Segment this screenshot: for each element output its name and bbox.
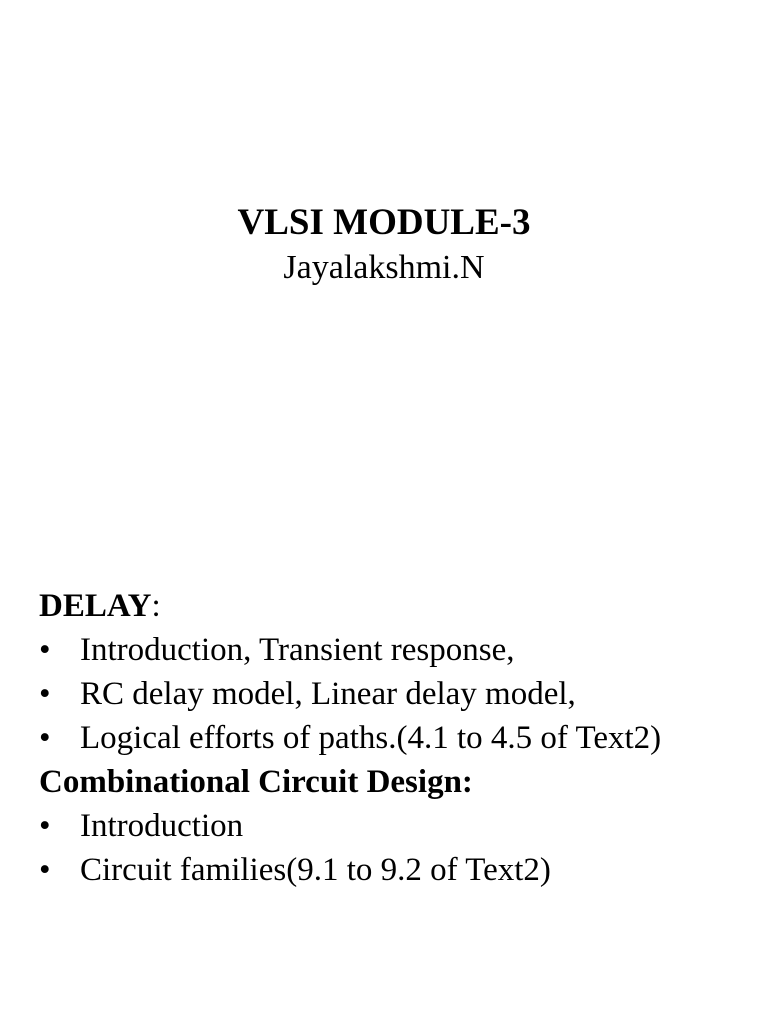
bullet-icon: •	[39, 632, 51, 668]
author-name: Jayalakshmi.N	[283, 249, 485, 286]
slide-title: VLSI MODULE-3	[237, 202, 531, 243]
section-delay	[39, 584, 759, 760]
section-heading	[39, 584, 759, 628]
slide-content	[39, 584, 759, 892]
section-heading	[39, 760, 759, 804]
bullet-text: Introduction	[80, 808, 244, 844]
section-heading-text: DELAY	[39, 588, 152, 624]
bullet-item	[39, 848, 759, 892]
section-heading-text: Combinational Circuit Design:	[39, 764, 473, 800]
title-block	[0, 200, 768, 290]
bullet-icon: •	[39, 720, 51, 756]
bullet-text: Introduction, Transient response,	[80, 632, 515, 668]
bullet-icon: •	[39, 676, 51, 712]
bullet-item	[39, 672, 759, 716]
bullet-list	[39, 628, 759, 760]
bullet-item	[39, 716, 759, 760]
bullet-text: RC delay model, Linear delay model,	[80, 676, 576, 712]
bullet-item	[39, 628, 759, 672]
bullet-item	[39, 804, 759, 848]
bullet-text: Logical efforts of paths.(4.1 to 4.5 of Text2)	[80, 720, 662, 756]
bullet-text: Circuit families(9.1 to 9.2 of Text2)	[80, 852, 551, 888]
section-combinational	[39, 760, 759, 892]
bullet-list	[39, 804, 759, 892]
bullet-icon: •	[39, 852, 51, 888]
section-heading-suffix: :	[151, 588, 161, 624]
bullet-icon: •	[39, 808, 51, 844]
